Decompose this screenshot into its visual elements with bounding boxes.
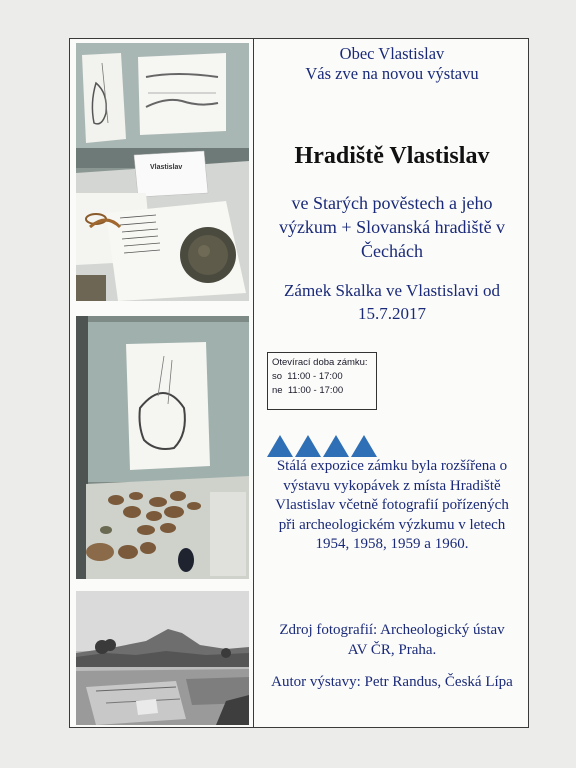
description-line: Vlastislav včetně fotografií pořízených: [275, 497, 509, 513]
exhibition-description: [254, 457, 530, 555]
invitation-header: [254, 44, 530, 84]
source-line: AV ČR, Praha.: [347, 642, 437, 658]
description-line: výstavu vykopávek z místa Hradiště: [283, 477, 501, 494]
photo-display-case-middle: [76, 316, 249, 579]
opening-hours-sunday: ne 11:00 - 17:00: [272, 385, 344, 396]
source-line: Zdroj fotografií: Archeologický ústav: [279, 622, 505, 638]
exhibition-title: Hradiště Vlastislav: [294, 143, 490, 169]
invitation-text: Vás zve na novou výstavu: [305, 64, 479, 83]
triangle-icon: [267, 435, 293, 457]
triangle-icon: [351, 435, 377, 457]
municipality-name: Obec Vlastislav: [339, 44, 445, 63]
photo-display-case-top: [76, 43, 249, 301]
subtitle-line: výzkum + Slovanská hradiště v: [278, 217, 506, 237]
exhibition-poster: [69, 38, 529, 728]
triangle-icon: [295, 435, 321, 457]
triangle-icon: [323, 435, 349, 457]
subtitle-line: ve Starých pověstech a jeho: [291, 193, 493, 213]
opening-hours-saturday: so 11:00 - 17:00: [272, 371, 343, 382]
venue-info: [254, 279, 530, 325]
photo-column: [70, 39, 254, 727]
exhibition-subtitle: [254, 191, 530, 263]
venue-location: Zámek Skalka ve Vlastislavi od: [284, 281, 500, 300]
photo-label-text: Vlastislav: [150, 164, 183, 171]
text-column: [254, 39, 530, 727]
photo-source: [254, 620, 530, 660]
description-line: Stálá expozice zámku byla rozšířena o: [276, 458, 508, 474]
exhibition-author: Autor výstavy: Petr Randus, Česká Lípa: [271, 674, 513, 690]
description-line: 1954, 1958, 1959 a 1960.: [315, 536, 469, 552]
venue-date: 15.7.2017: [358, 304, 426, 323]
opening-hours-box: [267, 352, 377, 410]
subtitle-line: Čechách: [361, 241, 423, 261]
opening-hours-label: Otevírací doba zámku:: [272, 357, 368, 368]
description-line: při archeologickém výzkumu v letech: [278, 516, 506, 533]
photo-excavation-landscape: [76, 591, 249, 725]
